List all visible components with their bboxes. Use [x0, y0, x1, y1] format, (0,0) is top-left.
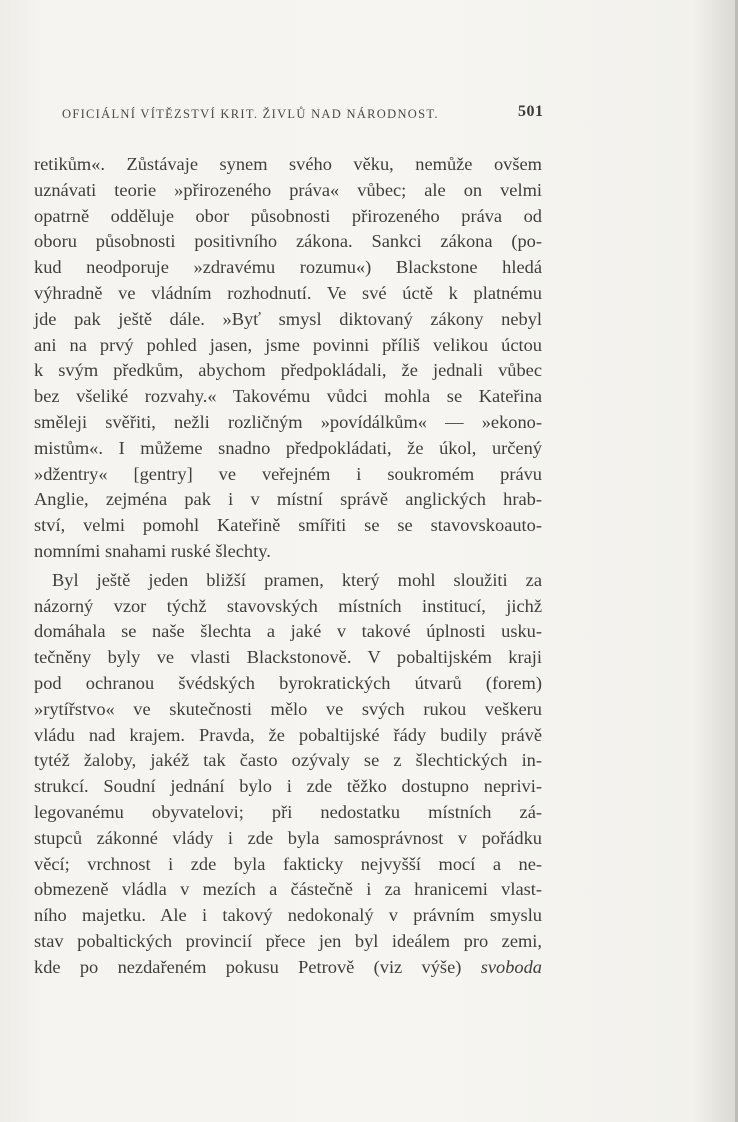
running-title: OFICIÁLNÍ VÍTĚZSTVÍ KRIT. ŽIVLŮ NAD NÁRODNOST.: [62, 107, 439, 121]
text-line: Anglie, zejména pak i v místní správě anglických hrab-: [34, 489, 542, 510]
text-line: domáhala se naše šlechta a jaké v takové úplnosti usku-: [34, 621, 542, 642]
text-line: tečněny byly ve vlasti Blackstonově. V pobaltijském kraji: [34, 647, 542, 668]
text-line: výhradně ve vládním rozhodnutí. Ve své úctě k platnému: [34, 282, 542, 303]
text-line: »džentry« [gentry] ve veřejném i soukromém právu: [34, 463, 542, 484]
text-line: pod ochranou švédských byrokratických útvarů (forem): [34, 672, 542, 693]
text-line: legovanému obyvatelovi; při nedostatku místních zá-: [34, 801, 542, 822]
text-line: tytéž žaloby, jakéž tak často ozývaly se z šlechtických in-: [34, 750, 542, 771]
text-line: Byl ještě jeden bližší pramen, který mohl sloužiti za: [52, 569, 542, 590]
text-line: názorný vzor týchž stavovských místních institucí, jichž: [34, 595, 542, 616]
text-line: vládu nad krajem. Pravda, že pobaltijské řády budily právě: [34, 724, 542, 745]
text-line: stav pobaltických provincií přece jen byl ideálem pro zemi,: [34, 930, 542, 951]
text-line: oboru působnosti positivního zákona. Sankci zákona (po-: [34, 231, 542, 252]
text-line: obmezeně vládla v mezích a částečně i za hranicemi vlast-: [34, 879, 542, 900]
text-line: nomními snahami ruské šlechty.: [34, 540, 271, 561]
final-text-line: [34, 955, 542, 981]
final-line-text: kde po nezdařeném pokusu Petrově (viz výše): [34, 956, 462, 977]
text-line: opatrně odděluje obor působnosti přirozeného práva od: [34, 205, 542, 226]
text-line: bez všeliké rozvahy.« Takovému vůdci mohla se Kateřina: [34, 386, 542, 407]
text-line: strukcí. Soudní jednání bylo i zde těžko dostupno neprivi-: [34, 776, 542, 797]
running-header: [62, 103, 562, 127]
text-line: uznávati teorie »přirozeného práva« vůbec; ale on velmi: [34, 179, 542, 200]
text-line: retikům«. Zůstávaje synem svého věku, nemůže ovšem: [34, 154, 542, 174]
text-line: mistům«. I můžeme snadno předpokládati, že úkol, určený: [34, 437, 542, 458]
text-line: jde pak ještě dále. »Byť smysl diktovaný zákony nebyl: [34, 308, 542, 329]
page-number: 501: [518, 103, 544, 120]
text-line: kud neodporuje »zdravému rozumu«) Blackstone hledá: [34, 257, 542, 278]
text-line: směleji svěřiti, nežli rozličným »povídálkům« — »ekono-: [34, 411, 542, 432]
text-line: ani na prvý pohled jasen, jsme povinni příliš velikou úctou: [34, 334, 542, 355]
italic-word: svoboda: [480, 956, 542, 977]
paragraph-2: [34, 568, 542, 981]
text-line: k svým předkům, abychom předpokládali, že jednali vůbec: [34, 360, 542, 381]
text-line: »rytířstvo« ve skutečnosti mělo ve svých rukou veškeru: [34, 698, 542, 719]
text-line: věcí; vrchnost i zde byla fakticky nejvyšší mocí a ne-: [34, 853, 542, 874]
text-line: stupců zákonné vlády i zde byla samosprávnost v pořádku: [34, 827, 542, 848]
body-text: [34, 152, 542, 981]
text-line: ního majetku. Ale i takový nedokonalý v právním smyslu: [34, 905, 542, 926]
paragraph-1: [34, 152, 542, 565]
text-line: ství, velmi pomohl Kateřině smířiti se se stavovskoauto-: [34, 515, 542, 536]
